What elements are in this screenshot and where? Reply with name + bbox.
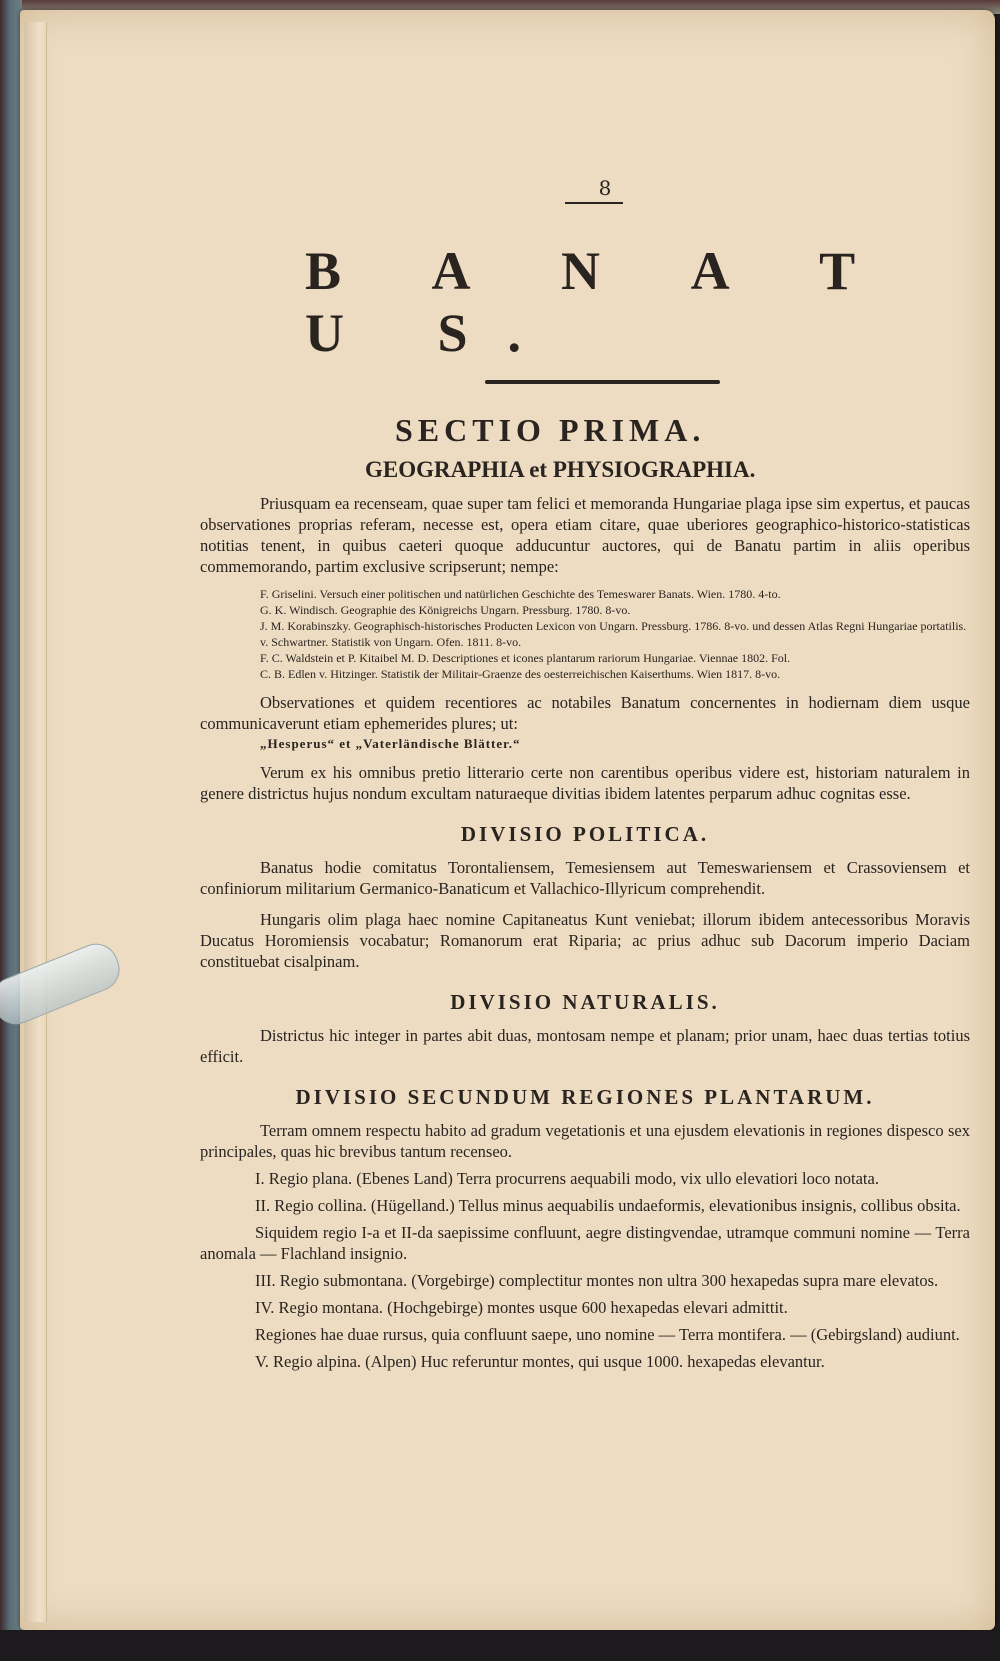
background-bottom bbox=[0, 1630, 1000, 1661]
title-rule bbox=[485, 380, 720, 384]
heading-naturalis: DIVISIO NATURALIS. bbox=[450, 990, 720, 1014]
observations-paragraph: Observationes et quidem recentiores ac notabiles Banatum concernentes in hodiernam diem usque communicaverunt etiam ephemerides plures; ut: bbox=[200, 693, 970, 733]
reference-item: J. M. Korabinszky. Geographisch-historisches Producten Lexicon von Ungarn. Pressburg. 1786. 8-vo. und dessen Atlas Regni Hungariae portatilis. bbox=[260, 619, 967, 633]
regio-item: II. Regio collina. (Hügelland.) Tellus minus aequabilis undaeformis, elevationibus insignis, collibus obsita. bbox=[255, 1196, 961, 1215]
politica-paragraph-1: Banatus hodie comitatus Torontaliensem, Temesiensem aut Temeswariensem et Crassoviensem et confiniorum militarium Germanico-Banaticum et Vallachico-Illyricum comprehendit. bbox=[200, 858, 970, 898]
regio-item: III. Regio submontana. (Vorgebirge) complectitur montes non ultra 300 hexapedas supra mare elevatos. bbox=[255, 1271, 939, 1290]
section-heading: SECTIO PRIMA. bbox=[395, 412, 706, 448]
page-number: 8 bbox=[598, 176, 612, 200]
regio-item: IV. Regio montana. (Hochgebirge) montes usque 600 hexapedas elevari admittit. bbox=[255, 1298, 788, 1317]
heading-regiones: DIVISIO SECUNDUM REGIONES PLANTARUM. bbox=[295, 1085, 875, 1109]
reference-item: F. C. Waldstein et P. Kitaibel M. D. Descriptiones et icones plantarum rariorum Hungariae. Viennae 1802. Fol. bbox=[260, 651, 791, 665]
ephemerides-line: „Hesperus“ et „Vaterländische Blätter.“ bbox=[260, 736, 521, 751]
book-cover-edge bbox=[0, 0, 22, 1661]
naturalis-paragraph: Districtus hic integer in partes abit duas, montosam nempe et planam; prior unam, haec duas tertias totius efficit. bbox=[200, 1026, 970, 1066]
page-title: B A N A T U S. bbox=[305, 241, 895, 363]
regio-item: V. Regio alpina. (Alpen) Huc referuntur montes, qui usque 1000. hexapedas elevantur. bbox=[255, 1352, 825, 1371]
reference-item: F. Griselini. Versuch einer politischen und natürlichen Geschichte des Temeswarer Banats. Wien. 1780. 4-to. bbox=[260, 587, 781, 601]
reference-item: v. Schwartner. Statistik von Ungarn. Ofen. 1811. 8-vo. bbox=[260, 635, 522, 649]
politica-paragraph-2: Hungaris olim plaga haec nomine Capitaneatus Kunt veniebat; illorum ibidem antecessoribus Moravis Ducatus Horomiensis vocabatur; Romanorum erat Riparia; ac prius adhuc sub Dacorum imperio Daciam constituebat cisalpinam. bbox=[200, 910, 970, 971]
verum-paragraph: Verum ex his omnibus pretio litterario certe non carentibus operibus videre est, historiam naturalem in genere districtus hujus nondum excultam naturaeque divitias ibidem latentes perparum adhuc cognitas esse. bbox=[200, 763, 970, 803]
regiones-intro: Terram omnem respectu habito ad gradum vegetationis et una ejusdem elevationis in regiones dispesco sex principales, quas hic brevibus tantum recenseo. bbox=[200, 1121, 970, 1161]
page-stack-edge bbox=[24, 22, 47, 1622]
regio-item: I. Regio plana. (Ebenes Land) Terra procurrens aequabili modo, vix ullo elevatiori loco notata. bbox=[255, 1169, 879, 1188]
intro-paragraph: Priusquam ea recenseam, quae super tam felici et memoranda Hungariae plaga ipse sim expertus, et paucas observationes proprias referam, necesse est, opera etiam citare, quae uberiores geographico-historico-statisticas notitias tenent, in quibus caeteri quoque adducuntur auctores, qui de Banatu partim in aliis operibus commemorando, partim exclusive scripserunt; nempe: bbox=[200, 494, 970, 576]
regio-note: Regiones hae duae rursus, quia confluunt saepe, uno nomine — Terra montifera. — (Gebirgsland) audiunt. bbox=[255, 1325, 960, 1344]
section-subtitle: GEOGRAPHIA et PHYSIOGRAPHIA. bbox=[365, 457, 756, 482]
reference-list bbox=[260, 587, 970, 682]
heading-politica: DIVISIO POLITICA. bbox=[460, 822, 710, 846]
page-content bbox=[200, 176, 970, 1372]
regio-note: Siquidem regio I-a et II-da saepissime confluunt, aegre distingvendae, utramque communi nomine — Terra anomala — Flachland insignio. bbox=[200, 1223, 970, 1263]
reference-item: G. K. Windisch. Geographie des Königreichs Ungarn. Pressburg. 1780. 8-vo. bbox=[260, 603, 631, 617]
reference-item: C. B. Edlen v. Hitzinger. Statistik der Militair-Graenze des oesterreichischen Kaiserthums. Wien 1817. 8-vo. bbox=[260, 667, 781, 681]
page-number-rule bbox=[565, 202, 623, 204]
